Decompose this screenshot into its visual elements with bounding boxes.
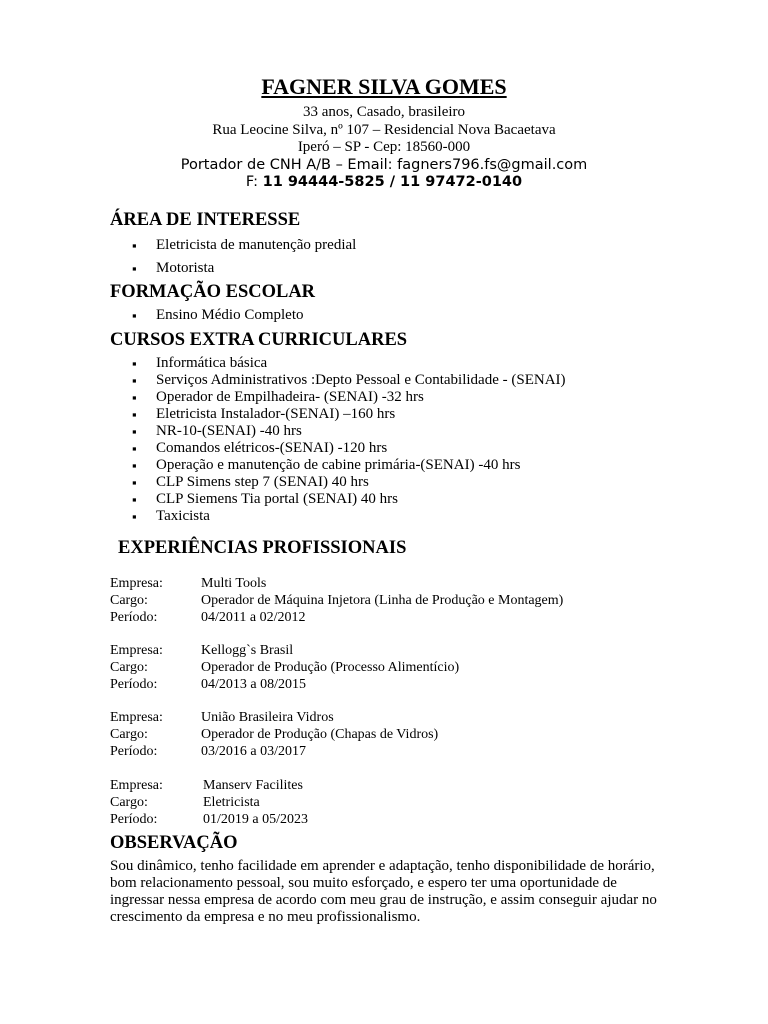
cargo-value: Eletricista	[203, 795, 260, 810]
empresa-label: Empresa:	[110, 710, 163, 725]
list-item: ▪ Operação e manutenção de cabine primária-(SENAI) -40 hrs	[132, 457, 566, 474]
area-interesse-title: ÁREA DE INTERESSE	[110, 210, 301, 230]
cargo-label: Cargo:	[110, 593, 148, 608]
periodo-label: Período:	[110, 610, 158, 625]
list-item: ▪ Informática básica	[132, 355, 566, 372]
formacao-list	[132, 307, 304, 324]
cargo-value: Operador de Produção (Processo Alimentício)	[201, 660, 460, 675]
list-item: ▪ Serviços Administrativos :Depto Pessoal e Contabilidade - (SENAI)	[132, 372, 566, 389]
list-item: ▪ Operador de Empilhadeira- (SENAI) -32 hrs	[132, 389, 566, 406]
city-line: Iperó – SP - Cep: 18560-000	[297, 139, 471, 155]
empresa-label: Empresa:	[110, 778, 163, 793]
cargo-label: Cargo:	[110, 727, 148, 742]
empresa-value: Multi Tools	[201, 576, 267, 591]
list-item: ▪ NR-10-(SENAI) -40 hrs	[132, 423, 566, 440]
periodo-label: Período:	[110, 812, 158, 827]
empresa-value: Kellogg`s Brasil	[201, 643, 294, 658]
empresa-value: Manserv Facilites	[203, 778, 303, 793]
periodo-label: Período:	[110, 677, 158, 692]
phone-prefix: F:	[245, 174, 263, 190]
address-line: Rua Leocine Silva, nº 107 – Residencial Nova Bacaetava	[212, 121, 556, 138]
experiencias-title: EXPERIÊNCIAS PROFISSIONAIS	[118, 538, 407, 558]
list-item: ▪ Ensino Médio Completo	[132, 307, 304, 324]
cursos-title: CURSOS EXTRA CURRICULARES	[110, 330, 408, 350]
empresa-value: União Brasileira Vidros	[201, 710, 334, 725]
candidate-name: FAGNER SILVA GOMES	[261, 74, 507, 99]
experience-block	[110, 642, 459, 693]
license-email-line: Portador de CNH A/B – Email: fagners796.fs@gmail.com	[180, 156, 588, 173]
cargo-label: Cargo:	[110, 660, 148, 675]
list-item: ▪ CLP Simens step 7 (SENAI) 40 hrs	[132, 474, 566, 491]
personal-info: 33 anos, Casado, brasileiro	[302, 104, 466, 120]
observacao-title: OBSERVAÇÃO	[110, 833, 238, 853]
phone-line	[0, 174, 768, 192]
cargo-value: Operador de Máquina Injetora (Linha de Produção e Montagem)	[201, 593, 564, 608]
cursos-list	[132, 355, 566, 525]
observacao-text: Sou dinâmico, tenho facilidade em aprender e adaptação, tenho disponibilidade de horário, bom relacionamento pessoal, sou muito esforçado, e espero ter uma oportunidade de ingressar nessa empresa de acordo com meu grau de instrução, e assim conseguir ajudar no crescimento da empresa e no meu profissionalismo.	[110, 858, 657, 925]
area-interesse-list	[132, 237, 356, 277]
list-item: ▪ Comandos elétricos-(SENAI) -120 hrs	[132, 440, 566, 457]
cargo-value: Operador de Produção (Chapas de Vidros)	[201, 727, 439, 742]
periodo-value: 04/2013 a 08/2015	[201, 677, 306, 692]
list-item: ▪ Taxicista	[132, 508, 566, 525]
experience-block	[110, 575, 563, 626]
list-item: ▪ Eletricista Instalador-(SENAI) –160 hrs	[132, 406, 566, 423]
periodo-value: 03/2016 a 03/2017	[201, 744, 306, 759]
cargo-label: Cargo:	[110, 795, 148, 810]
empresa-label: Empresa:	[110, 643, 163, 658]
phone-numbers: 11 94444-5825 / 11 97472-0140	[262, 174, 523, 190]
periodo-value: 04/2011 a 02/2012	[201, 610, 306, 625]
experience-block	[110, 709, 438, 760]
list-item: ▪ CLP Siemens Tia portal (SENAI) 40 hrs	[132, 491, 566, 508]
empresa-label: Empresa:	[110, 576, 163, 591]
periodo-label: Período:	[110, 744, 158, 759]
list-item: ▪ Eletricista de manutenção predial	[132, 237, 356, 254]
periodo-value: 01/2019 a 05/2023	[203, 812, 308, 827]
list-item: ▪ Motorista	[132, 260, 356, 277]
resume-header	[0, 74, 768, 192]
formacao-title: FORMAÇÃO ESCOLAR	[110, 282, 316, 302]
experience-block	[110, 777, 308, 828]
